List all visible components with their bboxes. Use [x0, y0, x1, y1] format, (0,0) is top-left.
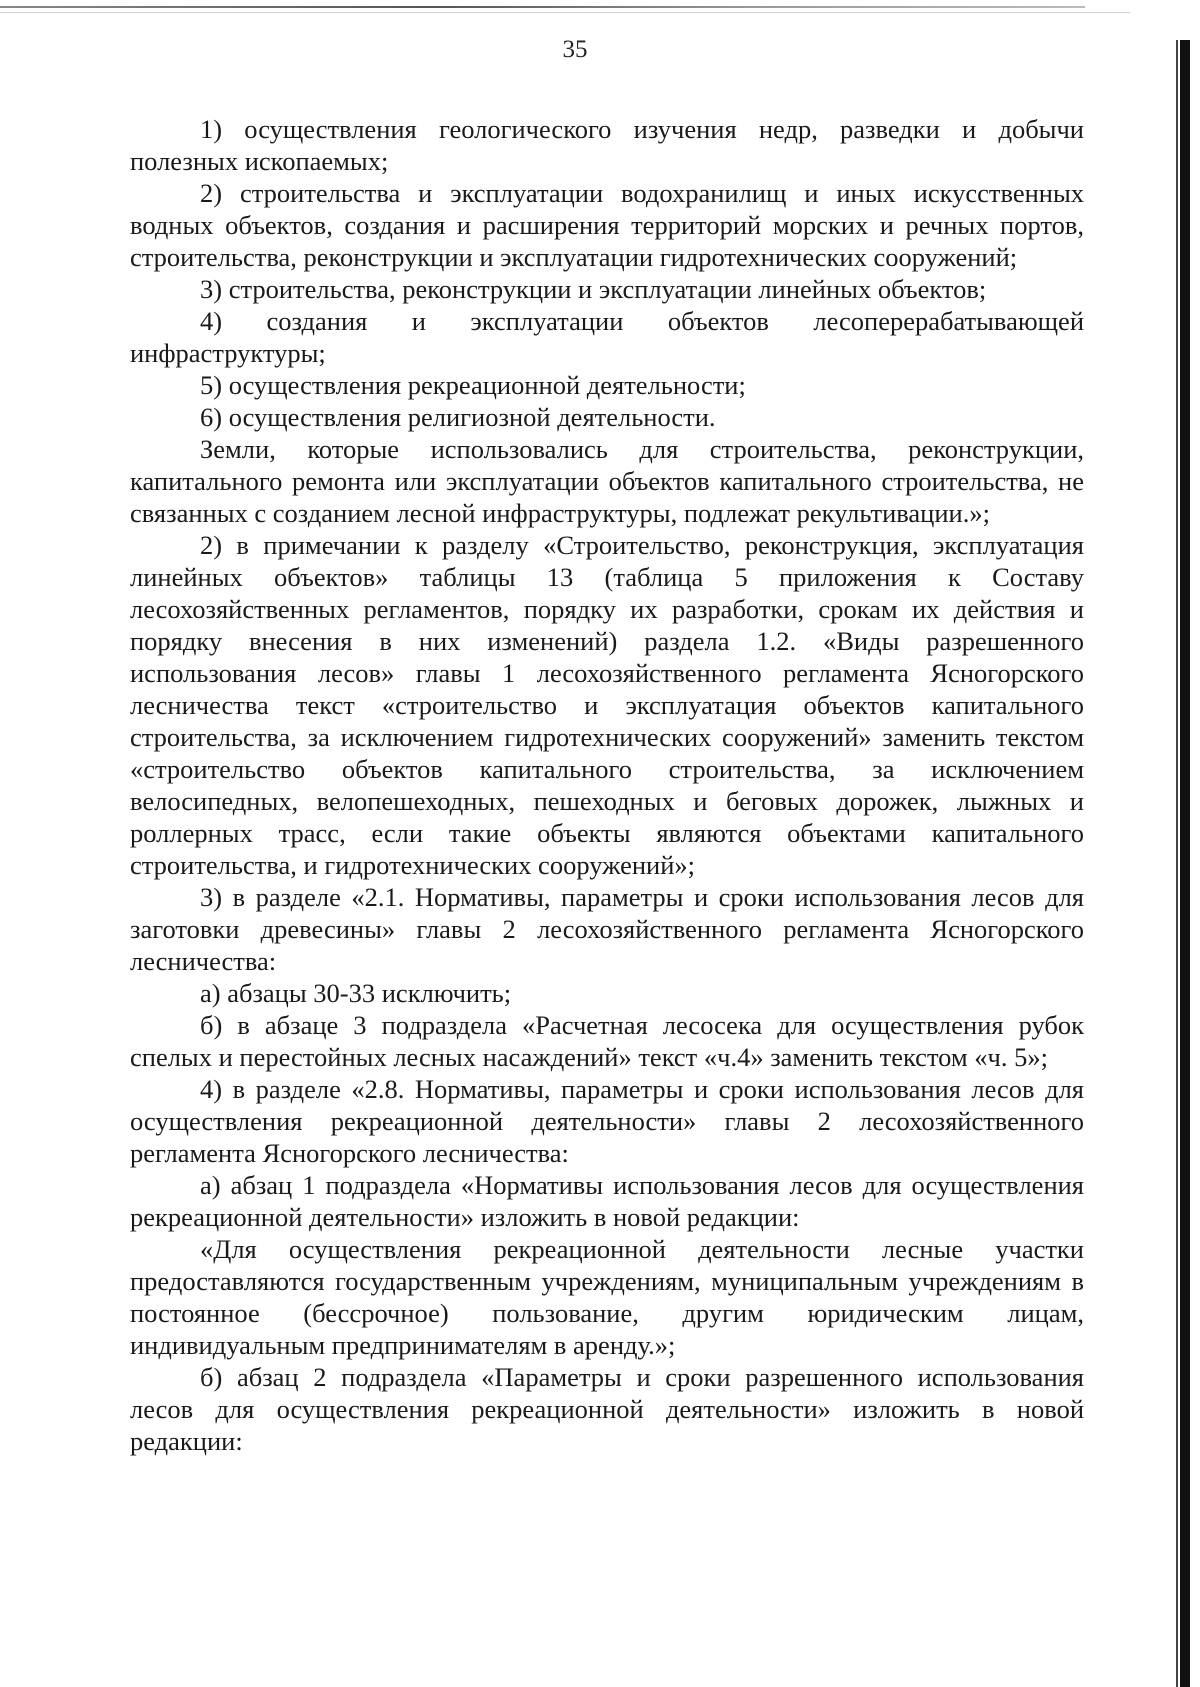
- paragraph: а) абзацы 30-33 исключить;: [200, 978, 512, 1008]
- paragraph: «Для осуществления рекреационной деятельности лесные участки предоставляются государственным учреждениям, муниципальным учреждениям в постоянное (бессрочное) пользование, другим юридическим лицам, индивидуальным предпринимателям в аренду.»;: [130, 1234, 1084, 1360]
- paragraph: 6) осуществления религиозной деятельности.: [200, 402, 716, 432]
- paragraph: 4) в разделе «2.8. Нормативы, параметры и сроки использования лесов для осуществления рекреационной деятельности» главы 2 лесохозяйственного регламента Ясногорского лесничества:: [130, 1074, 1084, 1168]
- paragraph: Земли, которые использовались для строительства, реконструкции, капитального ремонта или эксплуатации объектов капитального строительства, не связанных с созданием лесной инфраструктуры, подлежат рекультивации.»;: [130, 434, 1084, 528]
- paragraph: 3) строительства, реконструкции и эксплуатации линейных объектов;: [200, 274, 987, 304]
- paragraph: 2) строительства и эксплуатации водохранилищ и иных искусственных водных объектов, создания и расширения территорий морских и речных портов, строительства, реконструкции и эксплуатации гидротехнических сооружений;: [130, 178, 1084, 272]
- paragraph: 5) осуществления рекреационной деятельности;: [200, 370, 746, 400]
- scan-border-top-secondary: [0, 12, 1130, 13]
- document-body: [130, 113, 1084, 1457]
- paragraph: б) в абзаце 3 подраздела «Расчетная лесосека для осуществления рубок спелых и перестойных лесных насаждений» текст «ч.4» заменить текстом «ч. 5»;: [130, 1010, 1084, 1072]
- paragraph: 2) в примечании к разделу «Строительство, реконструкция, эксплуатация линейных объектов» таблицы 13 (таблица 5 приложения к Составу лесохозяйственных регламентов, порядку их разработки, срокам их действия и порядку внесения в них изменений) раздела 1.2. «Виды разрешенного использования лесов» главы 1 лесохозяйственного регламента Ясногорского лесничества текст «строительство и эксплуатация объектов капитального строительства, за исключением гидротехнических сооружений» заменить текстом «строительство объектов капитального строительства, за исключением велосипедных, велопешеходных, пешеходных и беговых дорожек, лыжных и роллерных трасс, если такие объекты являются объектами капитального строительства, и гидротехнических сооружений»;: [130, 530, 1084, 880]
- paragraph: б) абзац 2 подраздела «Параметры и сроки разрешенного использования лесов для осуществления рекреационной деятельности» изложить в новой редакции:: [130, 1362, 1084, 1456]
- scan-border-top: [0, 6, 1085, 8]
- paragraph: 1) осуществления геологического изучения недр, разведки и добычи полезных ископаемых;: [130, 114, 1084, 176]
- scan-border-right-secondary: [1176, 40, 1178, 1687]
- paragraph: а) абзац 1 подраздела «Нормативы использования лесов для осуществления рекреационной деятельности» изложить в новой редакции:: [130, 1170, 1084, 1232]
- page-number: 35: [562, 36, 588, 63]
- paragraph: 4) создания и эксплуатации объектов лесоперерабатывающей инфраструктуры;: [130, 306, 1084, 368]
- paragraph: 3) в разделе «2.1. Нормативы, параметры и сроки использования лесов для заготовки древесины» главы 2 лесохозяйственного регламента Ясногорского лесничества:: [130, 882, 1084, 976]
- scan-border-right: [1180, 40, 1190, 1687]
